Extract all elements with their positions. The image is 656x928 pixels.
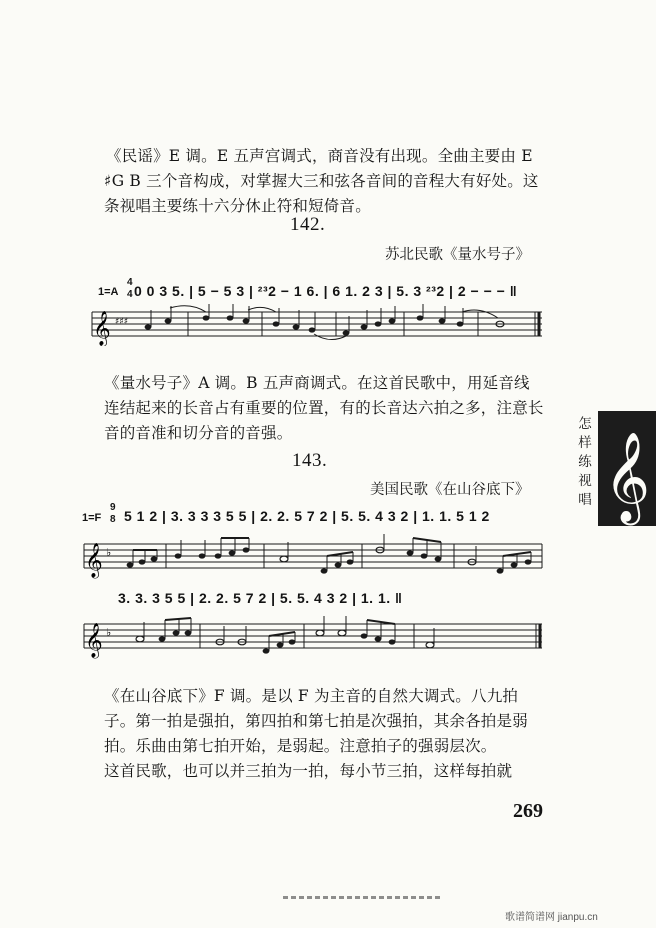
key-signature-142: 1=A (98, 286, 119, 298)
paragraph-liang-shui (104, 371, 556, 446)
svg-text:♭: ♭ (106, 626, 112, 639)
text-line: 连结起来的长音占有重要的位置，有的长音达六拍之多，注意长 (104, 399, 544, 417)
paragraph-min-yao (104, 144, 556, 219)
svg-text:𝄞: 𝄞 (93, 311, 111, 346)
svg-text:♯♯♯: ♯♯♯ (115, 317, 129, 327)
page-number: 269 (513, 800, 543, 822)
side-tab (572, 411, 656, 526)
text-line: 音的音准和切分音的音强。 (104, 424, 293, 442)
side-tab-title: 怎 样 练 视 唱 (578, 416, 592, 508)
svg-text:𝄞: 𝄞 (85, 623, 103, 658)
text-line: 《量水号子》A 调。B 五声商调式。在这首民歌中，用延音线 (104, 374, 530, 392)
example-number-142: 142. (290, 214, 326, 235)
text-line: 这首民歌，也可以并三拍为一拍，每小节三拍，这样每拍就 (104, 762, 513, 780)
song-source-142: 苏北民歌《量水号子》 (385, 247, 530, 263)
text-line: 《民谣》E 调。E 五声宫调式，商音没有出现。全曲主要由 E (106, 147, 533, 165)
time-signature-bottom-142: 4 (127, 289, 133, 300)
jianpu-line-143-a: 5 1 2 | 3. 3 3 3 5 5 | 2. 2. 5 7 2 | 5. 5. 4 3 2 | 1. 1. 5 1 2 (124, 508, 490, 524)
time-signature-bottom-143: 8 (110, 514, 116, 525)
watermark: 歌谱简谱网 jianpu.cn (505, 912, 598, 923)
text-line: 子。第一拍是强拍，第四拍和第七拍是次强拍，其余各拍是弱 (104, 712, 528, 730)
text-line: 《在山谷底下》F 调。是以 F 为主音的自然大调式。八九拍 (104, 687, 519, 705)
text-line: ♯G B 三个音构成，对掌握大三和弦各音间的音程大有好处。这 (104, 172, 539, 190)
scan-artifact-divider (283, 896, 443, 899)
example-number-143: 143. (292, 450, 328, 471)
jianpu-line-143-b: 3. 3. 3 5 5 | 2. 2. 5 7 2 | 5. 5. 4 3 2 | 1. 1. ‖ (118, 590, 403, 606)
staff-notation-142 (80, 304, 550, 346)
svg-text:♭: ♭ (106, 546, 112, 559)
time-signature-top-142: 4 (127, 277, 133, 288)
svg-text:𝄞: 𝄞 (85, 543, 103, 578)
time-signature-top-143: 9 (110, 502, 116, 513)
key-signature-143: 1=F (82, 512, 102, 524)
song-source-143: 美国民歌《在山谷底下》 (370, 482, 530, 498)
staff-notation-143-b (80, 612, 550, 660)
staff-notation-143-a (80, 532, 550, 580)
svg-text:𝄞: 𝄞 (604, 432, 651, 522)
text-line: 拍。乐曲由第七拍开始，是弱起。注意拍子的强弱层次。 (104, 737, 497, 755)
text-line: 条视唱主要练十六分休止符和短倚音。 (104, 197, 371, 215)
treble-clef-icon (598, 411, 656, 526)
paragraph-shan-gu (104, 684, 556, 784)
side-tab-block (598, 411, 656, 526)
jianpu-line-142: 0 0 3 5. | 5 − 5 3 | ²³2 − 1 6. | 6 1. 2 3 | 5. 3 ²³2 | 2 − − − ‖ (134, 283, 518, 299)
